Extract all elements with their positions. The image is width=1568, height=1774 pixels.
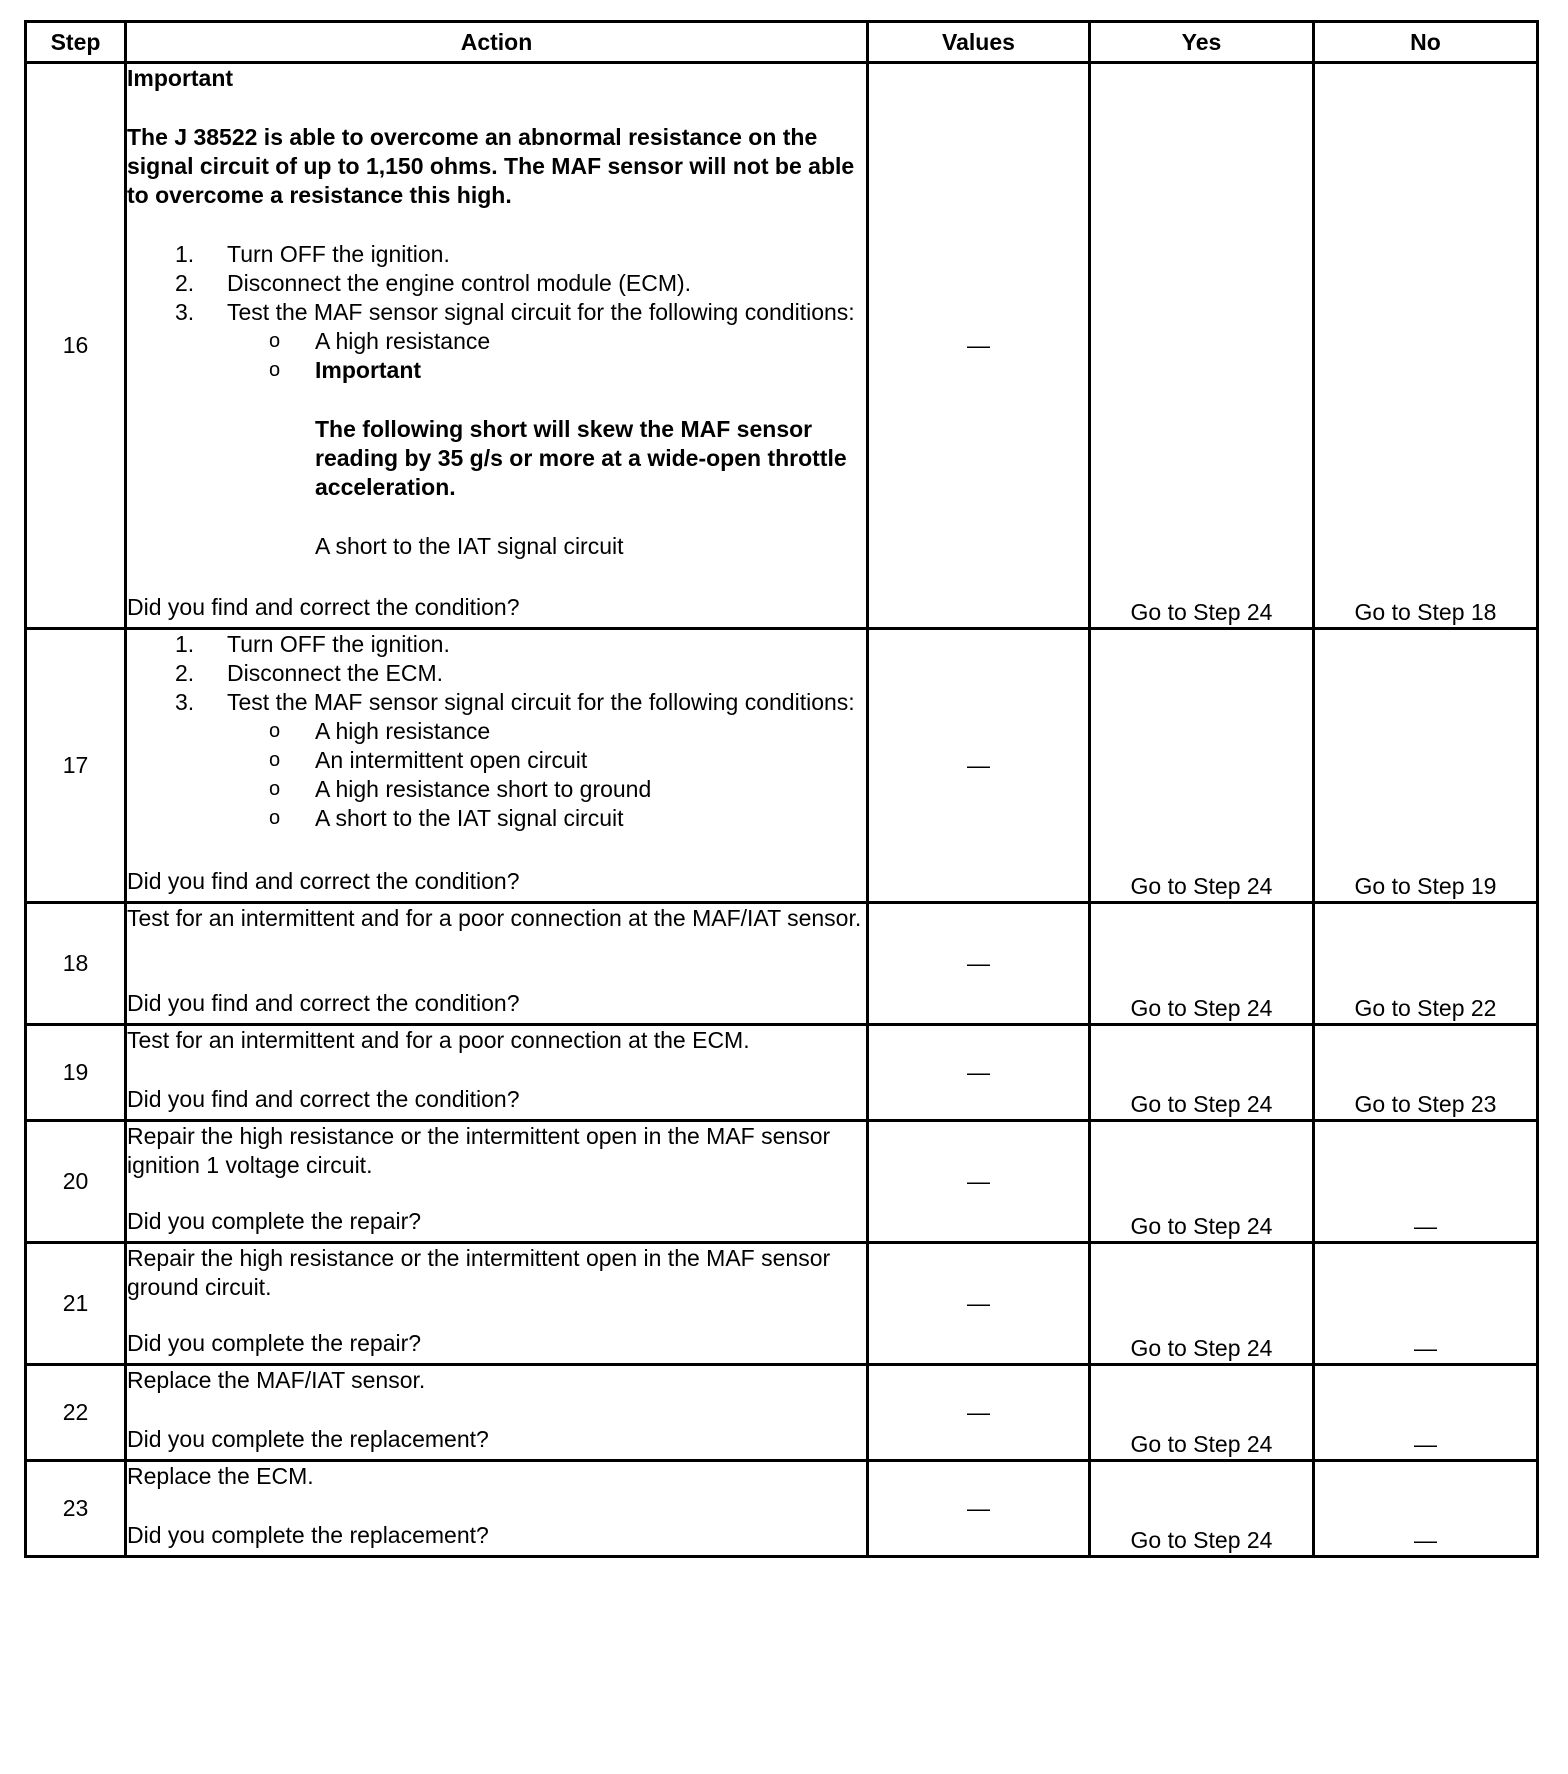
list-item: o A high resistance short to ground bbox=[269, 776, 652, 802]
list-item: 2. Disconnect the ECM. bbox=[175, 660, 444, 686]
header-action: Action bbox=[126, 22, 868, 63]
list-item: 2. Disconnect the engine control module (ECM). bbox=[175, 270, 692, 296]
question-text: Did you find and correct the condition? bbox=[127, 1086, 520, 1112]
question-text: Did you complete the repair? bbox=[127, 1330, 422, 1356]
action-text: Repair the high resistance or the intermittent open in the MAF sensor ground circuit. bbox=[127, 1245, 831, 1300]
step-number: 22 bbox=[26, 1365, 126, 1461]
no-value: — bbox=[1314, 1121, 1538, 1243]
step-number: 18 bbox=[26, 903, 126, 1025]
list-item: o A high resistance bbox=[269, 718, 491, 744]
list-item: o A high resistance bbox=[269, 328, 491, 354]
no-value: — bbox=[1314, 1365, 1538, 1461]
yes-link[interactable]: Go to Step 24 bbox=[1090, 1025, 1314, 1121]
yes-link[interactable]: Go to Step 24 bbox=[1090, 1121, 1314, 1243]
no-link[interactable]: Go to Step 19 bbox=[1314, 629, 1538, 903]
action-text: Test for an intermittent and for a poor connection at the MAF/IAT sensor. bbox=[127, 905, 862, 931]
list-item: o A short to the IAT signal circuit bbox=[269, 805, 624, 831]
header-values: Values bbox=[868, 22, 1090, 63]
yes-link[interactable]: Go to Step 24 bbox=[1090, 1461, 1314, 1557]
question-text: Did you find and correct the condition? bbox=[127, 868, 520, 894]
no-value: — bbox=[1314, 1461, 1538, 1557]
step-number: 23 bbox=[26, 1461, 126, 1557]
values-cell: — bbox=[868, 1365, 1090, 1461]
action-text: Test for an intermittent and for a poor connection at the ECM. bbox=[127, 1027, 750, 1053]
step-list bbox=[127, 240, 866, 327]
action-cell bbox=[126, 1243, 868, 1365]
table-row bbox=[26, 1025, 1538, 1121]
values-cell: — bbox=[868, 1025, 1090, 1121]
yes-link[interactable]: Go to Step 24 bbox=[1090, 1243, 1314, 1365]
condition-list bbox=[127, 327, 866, 385]
step-number: 20 bbox=[26, 1121, 126, 1243]
values-cell: — bbox=[868, 629, 1090, 903]
action-text: Replace the ECM. bbox=[127, 1463, 314, 1489]
table-row bbox=[26, 1243, 1538, 1365]
header-no: No bbox=[1314, 22, 1538, 63]
step-list bbox=[127, 630, 866, 717]
action-cell bbox=[126, 1121, 868, 1243]
yes-link[interactable]: Go to Step 24 bbox=[1090, 1365, 1314, 1461]
action-text: Replace the MAF/IAT sensor. bbox=[127, 1367, 426, 1393]
table-row bbox=[26, 1121, 1538, 1243]
no-link[interactable]: Go to Step 22 bbox=[1314, 903, 1538, 1025]
header-yes: Yes bbox=[1090, 22, 1314, 63]
action-cell bbox=[126, 1461, 868, 1557]
question-text: Did you complete the replacement? bbox=[127, 1522, 489, 1548]
yes-link[interactable]: Go to Step 24 bbox=[1090, 629, 1314, 903]
header-step: Step bbox=[26, 22, 126, 63]
list-item: 3. Test the MAF sensor signal circuit for the following conditions: bbox=[175, 689, 855, 715]
list-item: 1. Turn OFF the ignition. bbox=[175, 631, 450, 657]
yes-link[interactable]: Go to Step 24 bbox=[1090, 63, 1314, 629]
action-text: Repair the high resistance or the intermittent open in the MAF sensor ignition 1 voltage circuit. bbox=[127, 1123, 831, 1178]
question-text: Did you complete the replacement? bbox=[127, 1426, 489, 1452]
table-row bbox=[26, 1461, 1538, 1557]
no-link[interactable]: Go to Step 23 bbox=[1314, 1025, 1538, 1121]
question-text: Did you find and correct the condition? bbox=[127, 990, 520, 1016]
table-row bbox=[26, 629, 1538, 903]
list-item: o An intermittent open circuit bbox=[269, 747, 588, 773]
important-text: The J 38522 is able to overcome an abnormal resistance on the signal circuit of up to 1,150 ohms. The MAF sensor will not be able to overcome a resistance this high. bbox=[127, 124, 855, 208]
values-cell: — bbox=[868, 63, 1090, 629]
sub-extra-text: A short to the IAT signal circuit bbox=[315, 533, 624, 559]
action-cell bbox=[126, 629, 868, 903]
list-item: 1. Turn OFF the ignition. bbox=[175, 241, 450, 267]
header-row bbox=[26, 22, 1538, 63]
yes-link[interactable]: Go to Step 24 bbox=[1090, 903, 1314, 1025]
sub-important-text: The following short will skew the MAF sensor reading by 35 g/s or more at a wide-open throttle acceleration. bbox=[315, 416, 847, 500]
step-number: 19 bbox=[26, 1025, 126, 1121]
table-row bbox=[26, 63, 1538, 629]
values-cell: — bbox=[868, 903, 1090, 1025]
action-cell bbox=[126, 1025, 868, 1121]
no-link[interactable]: Go to Step 18 bbox=[1314, 63, 1538, 629]
action-cell bbox=[126, 63, 868, 629]
table-row bbox=[26, 903, 1538, 1025]
condition-list bbox=[127, 717, 866, 833]
table-row bbox=[26, 1365, 1538, 1461]
important-title: Important bbox=[127, 65, 234, 91]
list-item: 3. Test the MAF sensor signal circuit for the following conditions: bbox=[175, 299, 855, 325]
list-item: o Important bbox=[269, 357, 422, 383]
values-cell: — bbox=[868, 1121, 1090, 1243]
values-cell: — bbox=[868, 1461, 1090, 1557]
values-cell: — bbox=[868, 1243, 1090, 1365]
step-number: 17 bbox=[26, 629, 126, 903]
action-cell bbox=[126, 1365, 868, 1461]
step-number: 16 bbox=[26, 63, 126, 629]
no-value: — bbox=[1314, 1243, 1538, 1365]
question-text: Did you complete the repair? bbox=[127, 1208, 422, 1234]
diagnostic-table bbox=[24, 20, 1539, 1558]
action-cell bbox=[126, 903, 868, 1025]
step-number: 21 bbox=[26, 1243, 126, 1365]
question-text: Did you find and correct the condition? bbox=[127, 594, 520, 620]
